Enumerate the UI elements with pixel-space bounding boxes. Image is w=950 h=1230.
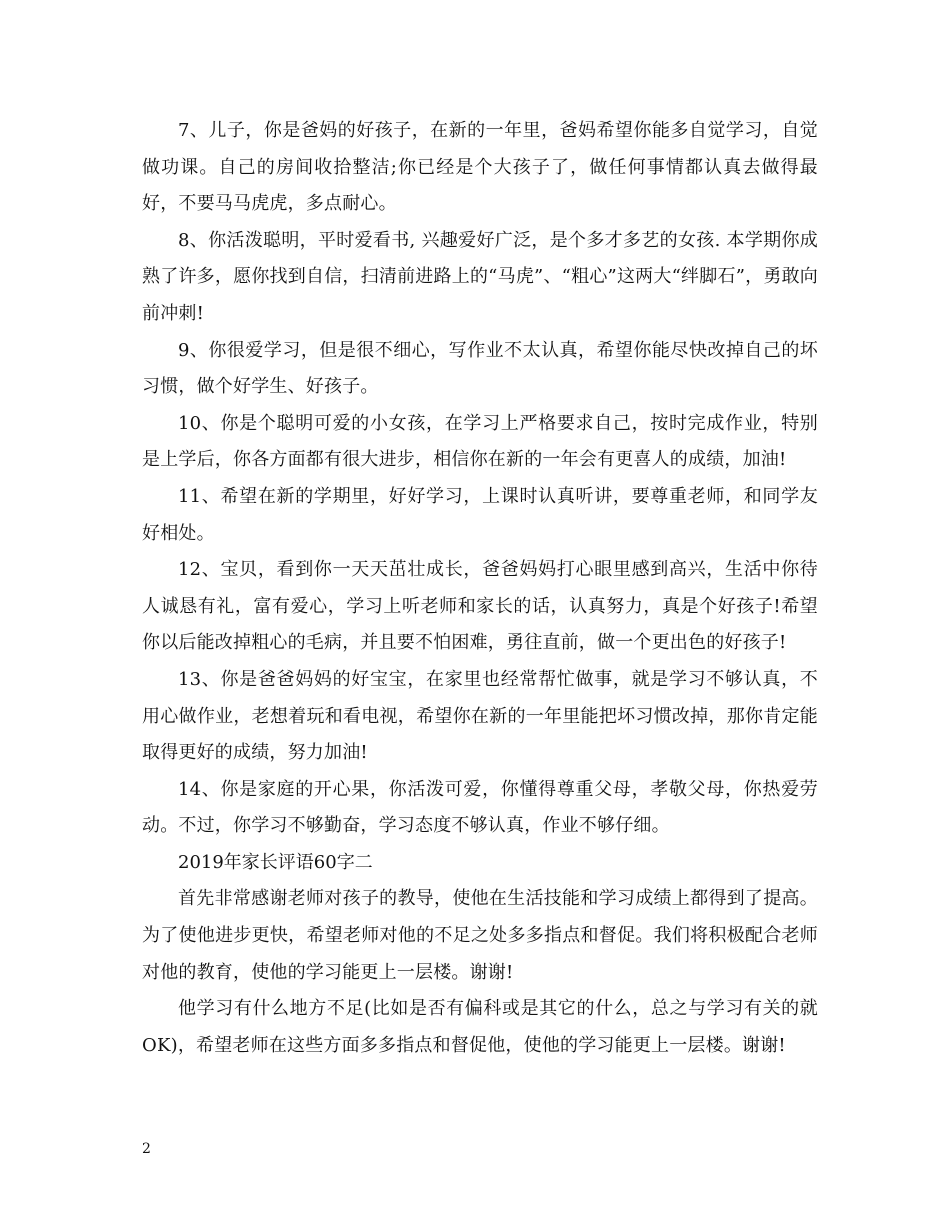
paragraph-12: 12、宝贝，看到你一天天茁壮成长，爸爸妈妈打心眼里感到高兴，生活中你待人诚恳有礼，富有爱心，学习上听老师和家长的话，认真努力，真是个好孩子!希望你以后能改掉粗心的毛病，并且要不怕困难，勇往直前，做一个更出色的好孩子! — [142, 559, 818, 654]
paragraph-11: 11、希望在新的学期里，好好学习，上课时认真听讲，要尊重老师，和同学友好相处。 — [142, 485, 818, 544]
page-number: 2 — [142, 1141, 151, 1157]
paragraph-10: 10、你是个聪明可爱的小女孩，在学习上严格要求自己，按时完成作业，特别是上学后，你各方面都有很大进步，相信你在新的一年会有更喜人的成绩，加油! — [142, 412, 818, 471]
paragraph-13: 13、你是爸爸妈妈的好宝宝，在家里也经常帮忙做事，就是学习不够认真，不用心做作业，老想着玩和看电视，希望你在新的一年里能把坏习惯改掉，那你肯定能取得更好的成绩，努力加油! — [142, 668, 818, 764]
section-heading: 2019年家长评语60字二 — [178, 851, 373, 873]
section-paragraph-2: 他学习有什么地方不足(比如是否有偏科或是其它的什么，总之与学习有关的就OK)，希望老师在这些方面多多指点和督促他，使他的学习能更上一层楼。谢谢! — [142, 998, 818, 1056]
paragraph-14: 14、你是家庭的开心果，你活泼可爱，你懂得尊重父母，孝敬父母，你热爱劳动。不过，你学习不够勤奋，学习态度不够认真，作业不够仔细。 — [142, 778, 818, 837]
paragraph-7: 7、儿子，你是爸妈的好孩子，在新的一年里，爸妈希望你能多自觉学习，自觉做功课。自己的房间收拾整洁;你已经是个大孩子了，做任何事情都认真去做得最好，不要马马虎虎，多点耐心。 — [142, 120, 818, 215]
paragraph-9: 9、你很爱学习，但是很不细心，写作业不太认真，希望你能尽快改掉自己的坏习惯，做个好学生、好孩子。 — [142, 339, 818, 398]
section-paragraph-1: 首先非常感谢老师对孩子的教导，使他在生活技能和学习成绩上都得到了提高。为了使他进步更快，希望老师对他的不足之处多多指点和督促。我们将积极配合老师对他的教育，使他的学习能更上一层楼。谢谢! — [142, 888, 818, 983]
page-content — [142, 113, 818, 1064]
paragraph-8: 8、你活泼聪明，平时爱看书, 兴趣爱好广泛，是个多才多艺的女孩. 本学期你成熟了许多，愿你找到自信，扫清前进路上的“马虎”、“粗心”这两大“绊脚石”，勇敢向前冲刺! — [142, 229, 818, 324]
